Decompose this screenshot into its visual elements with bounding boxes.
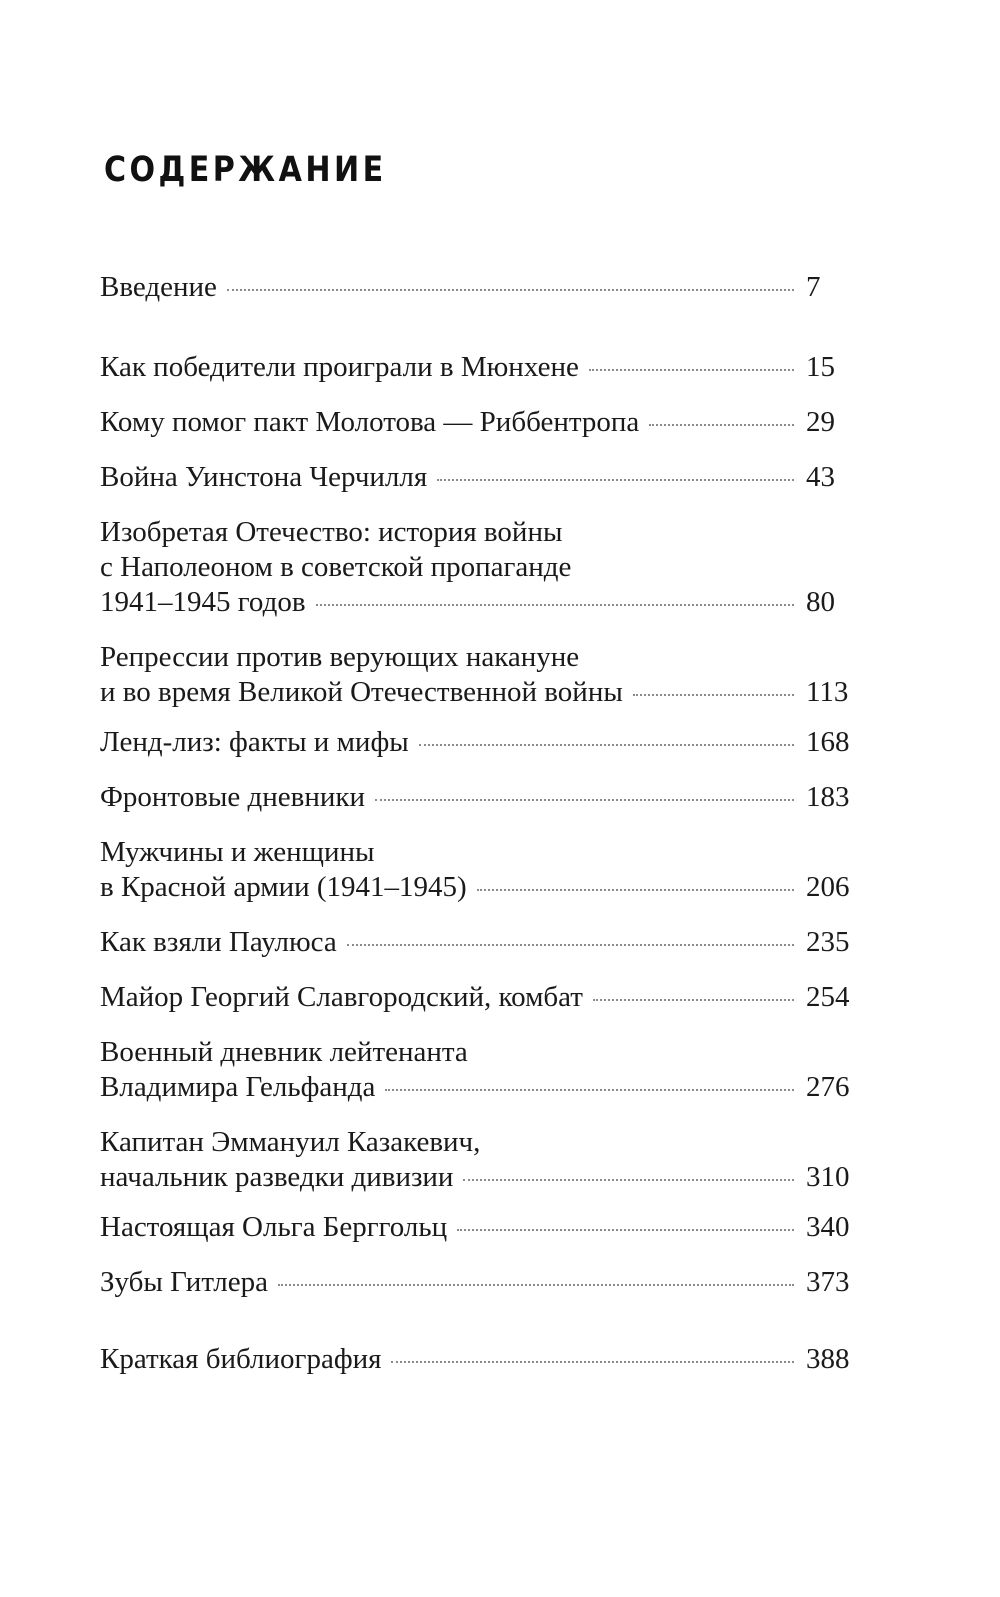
toc-page-number: 29 xyxy=(806,406,835,438)
toc-entry xyxy=(100,1342,860,1377)
toc-entry xyxy=(100,640,860,710)
toc-line xyxy=(100,1125,860,1160)
leader-dots xyxy=(375,799,794,801)
toc-entry-title: начальник разведки дивизии xyxy=(100,1161,454,1193)
toc-page-number: 113 xyxy=(806,676,849,708)
toc-line xyxy=(100,980,860,1015)
toc-line xyxy=(100,1342,860,1377)
toc-page-number: 254 xyxy=(806,981,850,1013)
leader-dots xyxy=(589,369,794,371)
toc-entry xyxy=(100,1210,860,1245)
toc-entry xyxy=(100,1035,860,1105)
toc-line xyxy=(100,1265,860,1300)
toc-entry xyxy=(100,1265,860,1300)
leader-dots xyxy=(227,289,794,291)
leader-dots xyxy=(278,1284,794,1286)
toc-line xyxy=(100,835,860,870)
toc-entry-title: Изобретая Отечество: история войны xyxy=(100,516,563,548)
toc-entry-title: в Красной армии (1941–1945) xyxy=(100,871,467,903)
toc-entry xyxy=(100,925,860,960)
toc-entry-title: Ленд-лиз: факты и мифы xyxy=(100,726,409,758)
toc-line xyxy=(100,925,860,960)
toc-entry-title: Краткая библиография xyxy=(100,1343,382,1375)
toc-line xyxy=(100,870,860,905)
toc-page-number: 340 xyxy=(806,1211,850,1243)
leader-dots xyxy=(391,1361,794,1363)
toc-page-number: 310 xyxy=(806,1161,850,1193)
toc-page-number: 235 xyxy=(806,926,850,958)
toc-line xyxy=(100,515,860,550)
toc-entry xyxy=(100,780,860,815)
leader-dots xyxy=(593,999,794,1001)
leader-dots xyxy=(463,1179,794,1181)
toc-line xyxy=(100,270,860,305)
toc-page-number: 43 xyxy=(806,461,835,493)
toc-page-number: 15 xyxy=(806,351,835,383)
toc-entry-title: Майор Георгий Славгородский, комбат xyxy=(100,981,583,1013)
toc-entry xyxy=(100,515,860,620)
toc-page-number: 168 xyxy=(806,726,850,758)
toc-entry xyxy=(100,1125,860,1195)
toc-page-number: 183 xyxy=(806,781,850,813)
page-title: СОДЕРЖАНИЕ xyxy=(104,150,387,190)
toc-page-number: 388 xyxy=(806,1343,850,1375)
toc-entry-title: Кому помог пакт Молотова — Риббентропа xyxy=(100,406,640,438)
toc-entry-title: Капитан Эммануил Казакевич, xyxy=(100,1126,481,1158)
toc-entry-title: Настоящая Ольга Берггольц xyxy=(100,1211,448,1243)
toc-entry-title: Военный дневник лейтенанта xyxy=(100,1036,468,1068)
toc-entry xyxy=(100,460,860,495)
toc-entry-title: Введение xyxy=(100,271,217,303)
leader-dots xyxy=(385,1089,794,1091)
toc-entry-title: Как взяли Паулюса xyxy=(100,926,337,958)
toc-page-number: 373 xyxy=(806,1266,850,1298)
toc-entry-title: Владимира Гельфанда xyxy=(100,1071,376,1103)
toc-entry-title: Зубы Гитлера xyxy=(100,1266,268,1298)
toc-entry-title: Война Уинстона Черчилля xyxy=(100,461,428,493)
toc-page-number: 7 xyxy=(806,271,821,303)
toc-page-number: 276 xyxy=(806,1071,850,1103)
toc-line xyxy=(100,460,860,495)
toc-page-number: 206 xyxy=(806,871,850,903)
leader-dots xyxy=(477,889,794,891)
leader-dots xyxy=(437,479,794,481)
toc-line xyxy=(100,640,860,675)
toc-entry-title: Фронтовые дневники xyxy=(100,781,366,813)
toc-line xyxy=(100,350,860,385)
leader-dots xyxy=(419,744,794,746)
toc-line xyxy=(100,550,860,585)
toc-line xyxy=(100,725,860,760)
toc-entry xyxy=(100,835,860,905)
toc-page-number: 80 xyxy=(806,586,835,618)
toc-line xyxy=(100,675,860,710)
toc-line xyxy=(100,405,860,440)
toc-entry xyxy=(100,405,860,440)
toc-entry-title: Репрессии против верующих накануне xyxy=(100,641,580,673)
toc-line xyxy=(100,1070,860,1105)
toc-entry-title: Мужчины и женщины xyxy=(100,836,375,868)
toc-entry xyxy=(100,270,860,305)
toc-entry xyxy=(100,350,860,385)
toc-entry-title: 1941–1945 годов xyxy=(100,586,306,618)
toc-line xyxy=(100,780,860,815)
leader-dots xyxy=(649,424,794,426)
toc-entry-title: с Наполеоном в советской пропаганде xyxy=(100,551,572,583)
toc-line xyxy=(100,1210,860,1245)
toc-entry xyxy=(100,980,860,1015)
toc-entry-title: Как победители проиграли в Мюнхене xyxy=(100,351,579,383)
leader-dots xyxy=(347,944,794,946)
toc-entry-title: и во время Великой Отечественной войны xyxy=(100,676,623,708)
toc-entry xyxy=(100,725,860,760)
toc-line xyxy=(100,585,860,620)
leader-dots xyxy=(316,604,794,606)
leader-dots xyxy=(633,694,794,696)
toc-line xyxy=(100,1035,860,1070)
toc-line xyxy=(100,1160,860,1195)
leader-dots xyxy=(457,1229,794,1231)
